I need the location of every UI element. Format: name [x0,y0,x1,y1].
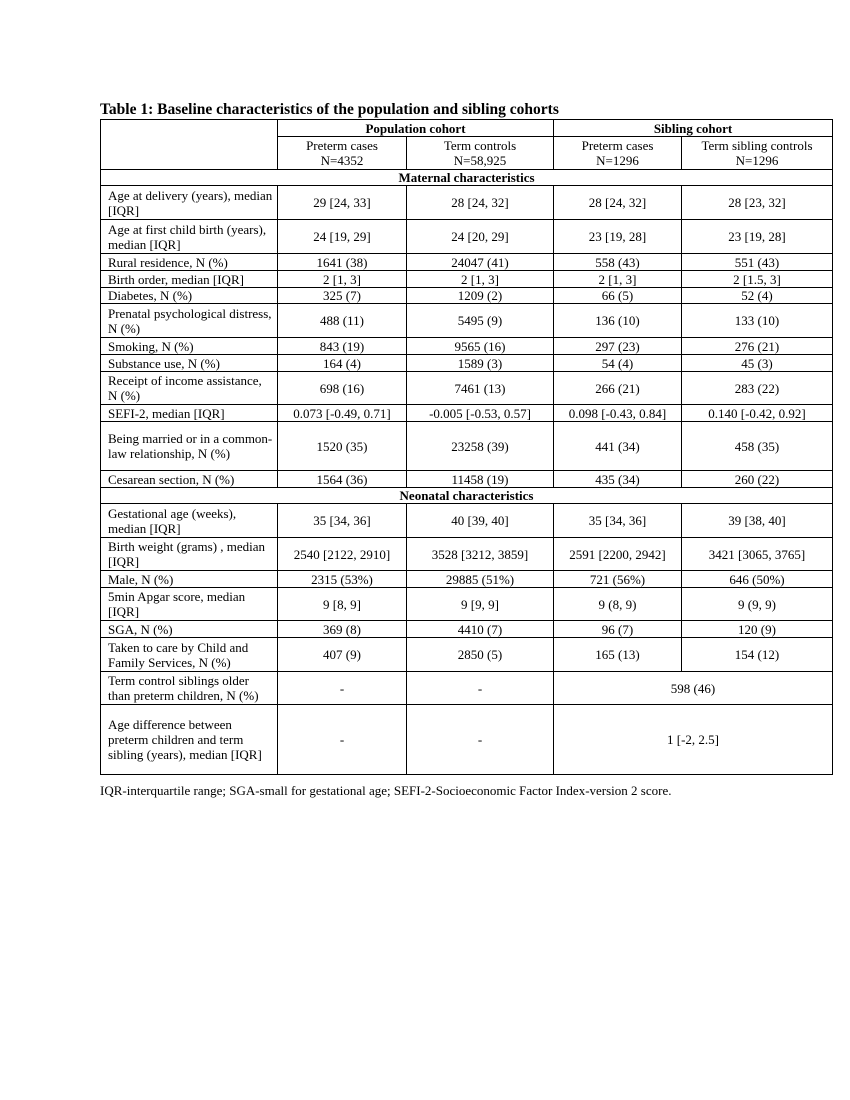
table-row [101,186,833,220]
column-header [554,137,682,170]
row-label: SGA, N (%) [101,621,278,638]
table-cell: 2850 (5) [407,638,554,672]
table-cell: 551 (43) [682,254,833,271]
table-cell: 66 (5) [554,288,682,304]
population-cohort-header: Population cohort [278,120,554,137]
row-label: Receipt of income assistance, N (%) [101,372,278,405]
table-cell: 120 (9) [682,621,833,638]
neonatal-section-header-row [101,488,833,504]
row-label: Rural residence, N (%) [101,254,278,271]
table-cell: 2 [1.5, 3] [682,271,833,288]
table-row [101,422,833,471]
table-cell: 23258 (39) [407,422,554,471]
row-label: Taken to care by Child and Family Services, N (%) [101,638,278,672]
row-label: Age difference between preterm children and term sibling (years), median [IQR] [101,705,278,775]
table-body [101,120,833,775]
table-row [101,288,833,304]
table-cell: - [407,672,554,705]
table-row [101,705,833,775]
row-label: Birth weight (grams) , median [IQR] [101,538,278,571]
table-cell: 721 (56%) [554,571,682,588]
table-cell: 9 [8, 9] [278,588,407,621]
table-cell: 266 (21) [554,372,682,405]
table-cell: 558 (43) [554,254,682,271]
table-cell: 3421 [3065, 3765] [682,538,833,571]
table-cell: 9 [9, 9] [407,588,554,621]
table-cell: -0.005 [-0.53, 0.57] [407,405,554,422]
table-cell: 11458 (19) [407,471,554,488]
table-cell: 9 (9, 9) [682,588,833,621]
column-label: Preterm cases [581,138,654,153]
table-cell: 2 [1, 3] [278,271,407,288]
table-cell: 29885 (51%) [407,571,554,588]
table-cell: 40 [39, 40] [407,504,554,538]
table-row [101,372,833,405]
table-cell: 133 (10) [682,304,833,338]
sibling-cohort-cell: 598 (46) [554,672,833,705]
row-label: SEFI-2, median [IQR] [101,405,278,422]
table-cell: 154 (12) [682,638,833,672]
table-cell: 4410 (7) [407,621,554,638]
table-row [101,471,833,488]
row-label: Smoking, N (%) [101,338,278,355]
group-header-row [101,120,833,137]
corner-cell [101,120,278,170]
neonatal-section-header: Neonatal characteristics [101,488,833,504]
column-n: N=1296 [735,153,779,168]
column-header [682,137,833,170]
table-row [101,271,833,288]
table-cell: 45 (3) [682,355,833,372]
column-label: Term sibling controls [701,138,813,153]
table-cell: 5495 (9) [407,304,554,338]
table-cell: 39 [38, 40] [682,504,833,538]
column-header [278,137,407,170]
table-cell: 35 [34, 36] [554,504,682,538]
row-label: Being married or in a common-law relationship, N (%) [101,422,278,471]
table-cell: 2 [1, 3] [554,271,682,288]
table-cell: 276 (21) [682,338,833,355]
table-cell: 1520 (35) [278,422,407,471]
table-cell: 54 (4) [554,355,682,372]
table-cell: 23 [19, 28] [682,220,833,254]
row-label: Cesarean section, N (%) [101,471,278,488]
table-cell: 28 [24, 32] [407,186,554,220]
table-cell: 260 (22) [682,471,833,488]
table-row [101,405,833,422]
table-cell: 2591 [2200, 2942] [554,538,682,571]
table-cell: 2 [1, 3] [407,271,554,288]
table-cell: 297 (23) [554,338,682,355]
table-row [101,638,833,672]
row-label: Birth order, median [IQR] [101,271,278,288]
table-cell: 29 [24, 33] [278,186,407,220]
table-cell: 488 (11) [278,304,407,338]
table-cell: 7461 (13) [407,372,554,405]
table-row [101,355,833,372]
table-row [101,672,833,705]
row-label: 5min Apgar score, median [IQR] [101,588,278,621]
table-cell: 28 [24, 32] [554,186,682,220]
column-n: N=4352 [320,153,364,168]
table-cell: 1589 (3) [407,355,554,372]
table-cell: 28 [23, 32] [682,186,833,220]
sibling-cohort-cell: 1 [-2, 2.5] [554,705,833,775]
table-cell: 24 [20, 29] [407,220,554,254]
table-row [101,621,833,638]
table-row [101,304,833,338]
table-title: Table 1: Baseline characteristics of the population and sibling cohorts [100,101,559,118]
table-cell: 3528 [3212, 3859] [407,538,554,571]
table-cell: 24 [19, 29] [278,220,407,254]
row-label: Diabetes, N (%) [101,288,278,304]
table-cell: 35 [34, 36] [278,504,407,538]
table-cell: 0.098 [-0.43, 0.84] [554,405,682,422]
table-cell: 458 (35) [682,422,833,471]
table-row [101,571,833,588]
row-label: Term control siblings older than preterm children, N (%) [101,672,278,705]
table-cell: 283 (22) [682,372,833,405]
table-cell: 96 (7) [554,621,682,638]
row-label: Age at first child birth (years), median [IQR] [101,220,278,254]
row-label: Prenatal psychological distress, N (%) [101,304,278,338]
row-label: Age at delivery (years), median [IQR] [101,186,278,220]
baseline-characteristics-table [100,119,833,775]
table-cell: 2540 [2122, 2910] [278,538,407,571]
maternal-section-header-row [101,170,833,186]
table-footnote: IQR-interquartile range; SGA-small for gestational age; SEFI-2-Socioeconomic Factor Index-version 2 score. [100,783,672,798]
row-label: Male, N (%) [101,571,278,588]
table-cell: 1564 (36) [278,471,407,488]
maternal-section-header: Maternal characteristics [101,170,833,186]
table-cell: 9 (8, 9) [554,588,682,621]
column-n: N=58,925 [453,153,507,168]
table-cell: 136 (10) [554,304,682,338]
table-cell: 0.140 [-0.42, 0.92] [682,405,833,422]
table-row [101,220,833,254]
column-n: N=1296 [596,153,639,168]
table-cell: 2315 (53%) [278,571,407,588]
table-cell: 369 (8) [278,621,407,638]
sibling-cohort-header: Sibling cohort [554,120,833,137]
table-cell: 24047 (41) [407,254,554,271]
table-cell: - [278,705,407,775]
table-cell: 52 (4) [682,288,833,304]
table-cell: 646 (50%) [682,571,833,588]
row-label: Gestational age (weeks), median [IQR] [101,504,278,538]
column-label: Preterm cases [306,138,378,153]
table-cell: 698 (16) [278,372,407,405]
table-cell: 843 (19) [278,338,407,355]
table-cell: 441 (34) [554,422,682,471]
table-cell: 23 [19, 28] [554,220,682,254]
table-cell: 1209 (2) [407,288,554,304]
table-cell: - [278,672,407,705]
table-row [101,538,833,571]
table-cell: 407 (9) [278,638,407,672]
column-label: Term controls [443,138,517,153]
row-label: Substance use, N (%) [101,355,278,372]
table-cell: 1641 (38) [278,254,407,271]
table-cell: 165 (13) [554,638,682,672]
column-header [407,137,554,170]
table-cell: - [407,705,554,775]
table-row [101,588,833,621]
table-cell: 435 (34) [554,471,682,488]
table-cell: 325 (7) [278,288,407,304]
table-cell: 164 (4) [278,355,407,372]
table-cell: 0.073 [-0.49, 0.71] [278,405,407,422]
table-row [101,338,833,355]
table-cell: 9565 (16) [407,338,554,355]
table-row [101,504,833,538]
table-row [101,254,833,271]
